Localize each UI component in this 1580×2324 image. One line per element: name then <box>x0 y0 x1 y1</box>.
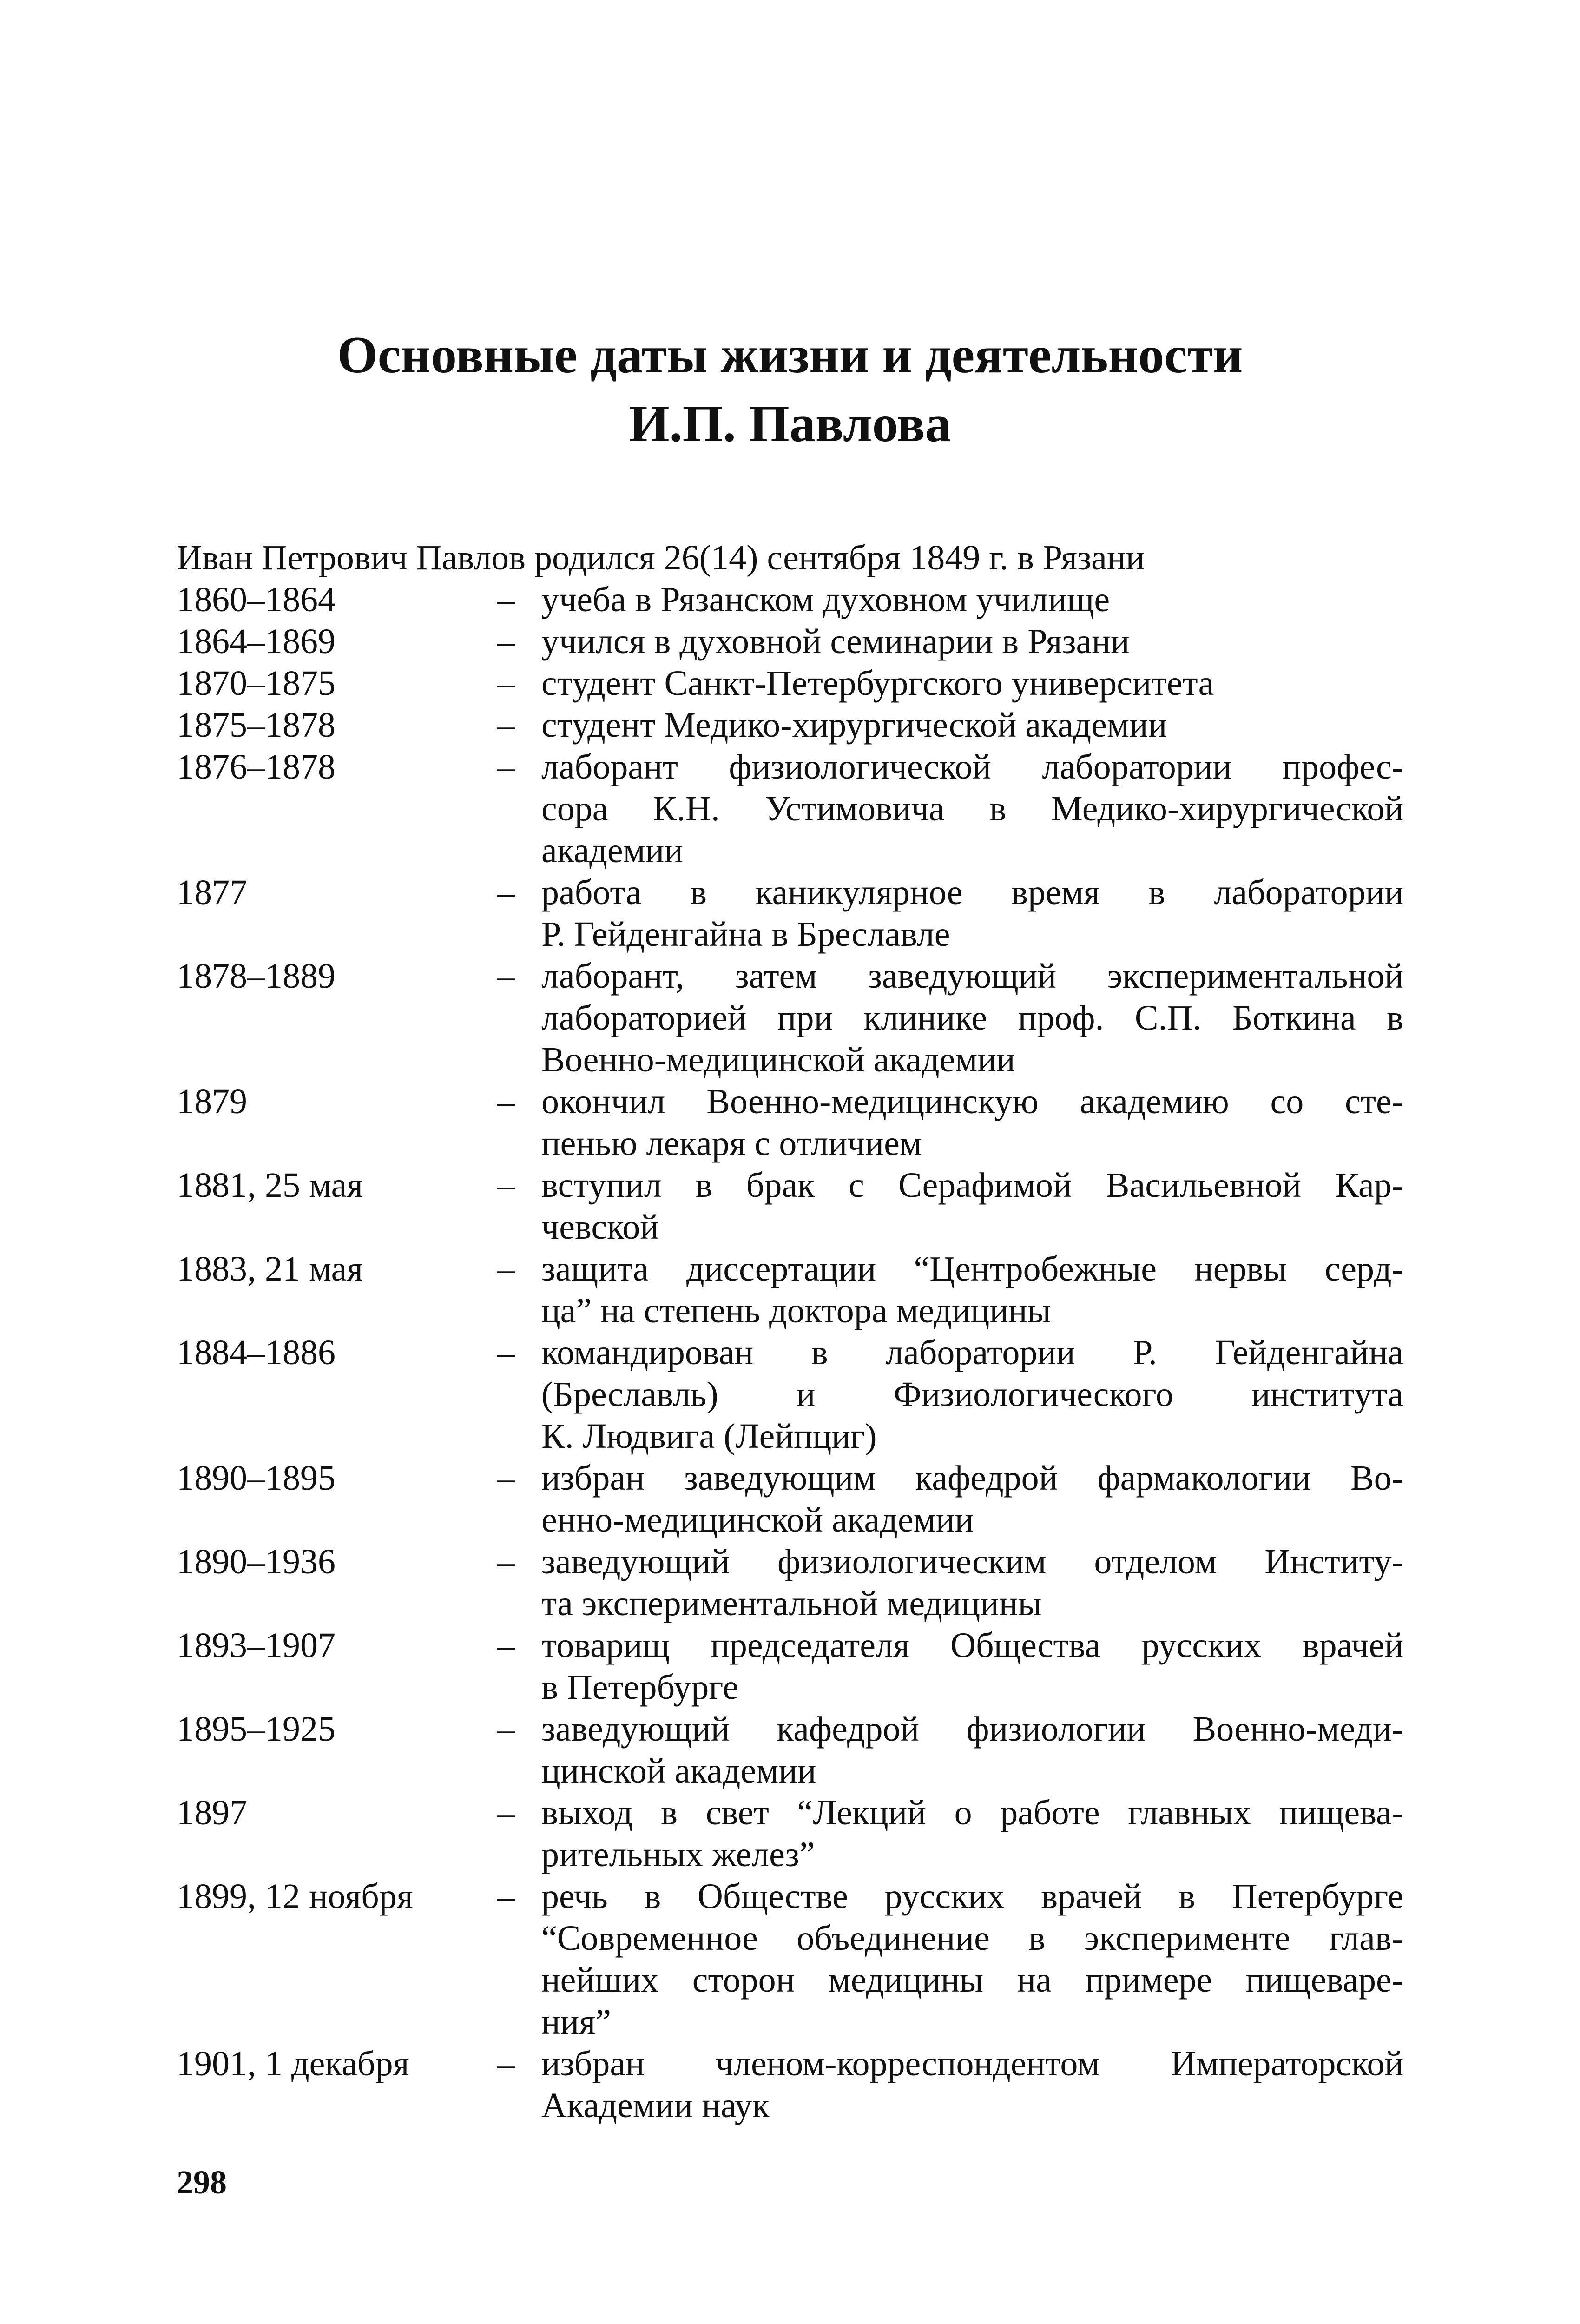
chronology-entry <box>177 579 1403 621</box>
chronology-list <box>177 579 1403 2126</box>
entry-dash: – <box>497 1082 515 1121</box>
title-line-1: Основные даты жизни и деятельности <box>337 326 1243 384</box>
entry-description <box>541 662 1403 704</box>
entry-description <box>541 579 1403 621</box>
entry-description <box>541 955 1403 1081</box>
entry-date: 1884–1886 <box>177 1333 336 1372</box>
entry-line: вступил в брак с Серафимой Васильевной Кар- <box>541 1166 1403 1205</box>
entry-description <box>541 872 1403 955</box>
entry-description <box>541 1457 1403 1541</box>
entry-line: заведующий кафедрой физиологии Военно-меди- <box>541 1710 1403 1749</box>
entry-line: ния” <box>541 2002 612 2041</box>
entry-date: 1899, 12 ноября <box>177 1877 413 1916</box>
entry-description <box>541 2043 1403 2126</box>
intro-text: Иван Петрович Павлов родился 26(14) сентября 1849 г. в Рязани <box>177 538 1145 577</box>
entry-date: 1879 <box>177 1082 247 1121</box>
entry-date: 1878–1889 <box>177 957 336 996</box>
entry-date: 1860–1864 <box>177 580 336 619</box>
entry-line: избран членом-корреспондентом Императорской <box>541 2044 1403 2083</box>
entry-line: пенью лекаря с отличием <box>541 1124 922 1163</box>
entry-line: К. Людвига (Лейпциг) <box>541 1417 877 1456</box>
entry-description <box>541 746 1403 872</box>
entry-line: Р. Гейденгайна в Бреславле <box>541 915 950 954</box>
entry-description <box>541 1081 1403 1164</box>
entry-dash: – <box>497 1333 515 1372</box>
entry-dash: – <box>497 1626 515 1665</box>
chronology-entry <box>177 1248 1403 1332</box>
entry-line: речь в Обществе русских врачей в Петербурге <box>541 1877 1403 1916</box>
entry-line: чевской <box>541 1208 659 1247</box>
chronology-entry <box>177 1792 1403 1875</box>
chronology-entry <box>177 1541 1403 1624</box>
entry-dash: – <box>497 622 515 661</box>
entry-description <box>541 621 1403 662</box>
chronology-entry <box>177 955 1403 1081</box>
chronology-entry <box>177 1624 1403 1708</box>
page-title <box>177 321 1403 458</box>
entry-dash: – <box>497 706 515 745</box>
entry-line: студент Медико-хирургической академии <box>541 706 1167 745</box>
entry-dash: – <box>497 1793 515 1832</box>
entry-description <box>541 1875 1403 2043</box>
entry-dash: – <box>497 747 515 786</box>
chronology-entry <box>177 621 1403 662</box>
entry-line: та экспериментальной медицины <box>541 1584 1042 1623</box>
entry-date: 1864–1869 <box>177 622 336 661</box>
entry-line: академии <box>541 831 684 870</box>
entry-line: нейших сторон медицины на примере пищеваре- <box>541 1961 1403 2000</box>
entry-line: лаборант физиологической лаборатории профес- <box>541 747 1403 786</box>
entry-dash: – <box>497 1877 515 1916</box>
entry-date: 1890–1895 <box>177 1459 336 1498</box>
chronology-entry <box>177 746 1403 872</box>
entry-dash: – <box>497 873 515 912</box>
entry-date: 1870–1875 <box>177 664 336 703</box>
title-line-2: И.П. Павлова <box>629 395 951 453</box>
entry-line: в Петербурге <box>541 1668 739 1707</box>
entry-date: 1893–1907 <box>177 1626 336 1665</box>
entry-line: рительных желез” <box>541 1835 815 1874</box>
entry-dash: – <box>497 957 515 996</box>
entry-date: 1890–1936 <box>177 1542 336 1581</box>
chronology-entry <box>177 1457 1403 1541</box>
entry-line: Военно-медицинской академии <box>541 1040 1015 1079</box>
entry-description <box>541 1248 1403 1332</box>
entry-line: лаборант, затем заведующий экспериментальной <box>541 957 1403 996</box>
entry-description <box>541 704 1403 746</box>
entry-line: заведующий физиологическим отделом Институ- <box>541 1542 1403 1581</box>
entry-line: енно-медицинской академии <box>541 1500 974 1539</box>
entry-description <box>541 1792 1403 1875</box>
entry-date: 1901, 1 декабря <box>177 2044 409 2083</box>
entry-line: работа в каникулярное время в лаборатории <box>541 873 1403 912</box>
entry-line: Академии наук <box>541 2086 770 2125</box>
entry-dash: – <box>497 2044 515 2083</box>
entry-date: 1895–1925 <box>177 1710 336 1749</box>
entry-description <box>541 1624 1403 1708</box>
entry-description <box>541 1708 1403 1792</box>
entry-dash: – <box>497 1459 515 1498</box>
chronology-entry <box>177 1875 1403 2043</box>
chronology-entry <box>177 662 1403 704</box>
entry-dash: – <box>497 664 515 703</box>
entry-line: цинской академии <box>541 1751 816 1790</box>
page-number: 298 <box>177 2164 227 2201</box>
entry-line: (Бреславль) и Физиологического института <box>541 1375 1403 1414</box>
entry-line: студент Санкт-Петербургского университета <box>541 664 1214 703</box>
entry-line: сора К.Н. Устимовича в Медико-хирургической <box>541 789 1403 828</box>
entry-line: защита диссертации “Центробежные нервы серд- <box>541 1249 1403 1288</box>
chronology-entry <box>177 1081 1403 1164</box>
entry-line: окончил Военно-медицинскую академию со сте- <box>541 1082 1403 1121</box>
chronology-entry <box>177 1164 1403 1248</box>
entry-line: учеба в Рязанском духовном училище <box>541 580 1110 619</box>
entry-line: учился в духовной семинарии в Рязани <box>541 622 1130 661</box>
chronology-entry <box>177 2043 1403 2126</box>
entry-date: 1876–1878 <box>177 747 336 786</box>
chronology-entry <box>177 872 1403 955</box>
entry-dash: – <box>497 1166 515 1205</box>
chronology-entry <box>177 1332 1403 1457</box>
entry-line: командирован в лаборатории Р. Гейденгайна <box>541 1333 1403 1372</box>
entry-date: 1897 <box>177 1793 247 1832</box>
entry-line: избран заведующим кафедрой фармакологии Во- <box>541 1459 1403 1498</box>
entry-line: лабораторией при клинике проф. С.П. Боткина в <box>541 998 1403 1037</box>
entry-line: товарищ председателя Общества русских врачей <box>541 1626 1403 1665</box>
entry-date: 1877 <box>177 873 247 912</box>
entry-description <box>541 1541 1403 1624</box>
entry-description <box>541 1332 1403 1457</box>
entry-date: 1881, 25 мая <box>177 1166 363 1205</box>
entry-dash: – <box>497 1249 515 1288</box>
entry-dash: – <box>497 1542 515 1581</box>
entry-date: 1875–1878 <box>177 706 336 745</box>
chronology-entry <box>177 1708 1403 1792</box>
entry-line: ца” на степень доктора медицины <box>541 1291 1051 1330</box>
entry-date: 1883, 21 мая <box>177 1249 363 1288</box>
entry-line: выход в свет “Лекций о работе главных пищева- <box>541 1793 1403 1832</box>
entry-line: “Современное объединение в эксперименте глав- <box>541 1919 1403 1958</box>
chronology-entry <box>177 704 1403 746</box>
entry-dash: – <box>497 1710 515 1749</box>
entry-description <box>541 1164 1403 1248</box>
entry-dash: – <box>497 580 515 619</box>
